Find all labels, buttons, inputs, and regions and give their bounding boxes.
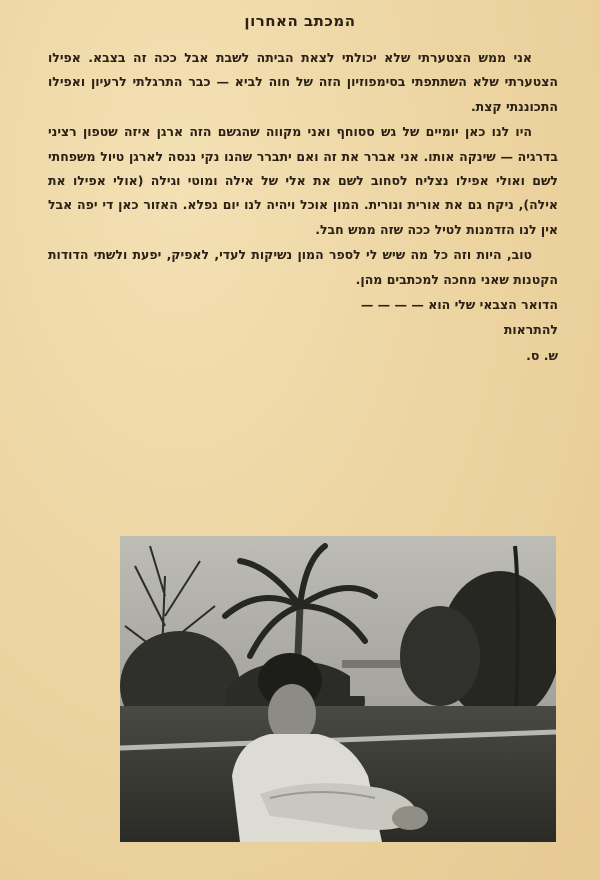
document-title: המכתב האחרון — [244, 12, 356, 30]
paragraph-3: טוב, היות וזה כל מה שיש לי לספר המון נשיקות לעדי, לאפיק, יפעת ולשתי הדודות הקטנות שאני מחכה למכתבים מהן. — [48, 247, 558, 287]
signature: ש. ס. — [526, 347, 558, 363]
postscript: הדואר הצבאי שלי הוא — — — — — [360, 297, 558, 313]
photograph — [120, 536, 556, 842]
letter-body — [48, 46, 558, 369]
paragraph-1: אני ממש הצטערתי שלא יכולתי לצאת הביתה לשבת אבל ככה זה בצבא. אפילו הצטערתי שלא השתתפתי בסימפוזיון הזה של חוה לביא — כבר התרגלתי לרעיון ואפילו התכוננתי קצת. — [48, 50, 558, 114]
photo-illustration — [120, 536, 556, 842]
closing: להתראות — [503, 322, 558, 338]
paragraph-2: היו לנו כאן יומיים של גש ססוחף ואני מקווה שהגשם הזה ארגן איזה שטפון רציני בדרגיה — שינקה אותו. אני אברר את זה ואם יתברר שהנו נקי ננסה לארגן טיול משפחתי לשם ואולי אפילו נצליח לסחוב לשם את אלי של אילה ומוטי וגילה (אולי אפילו את אילה), ניקח גם את אורית ונורית. המון אוכל ויהיה לנו יום נפלא. האזור כאן די יפה אבל אין לנו הזדמנות לטיל ככה שזה ממש חבל. — [48, 124, 558, 237]
